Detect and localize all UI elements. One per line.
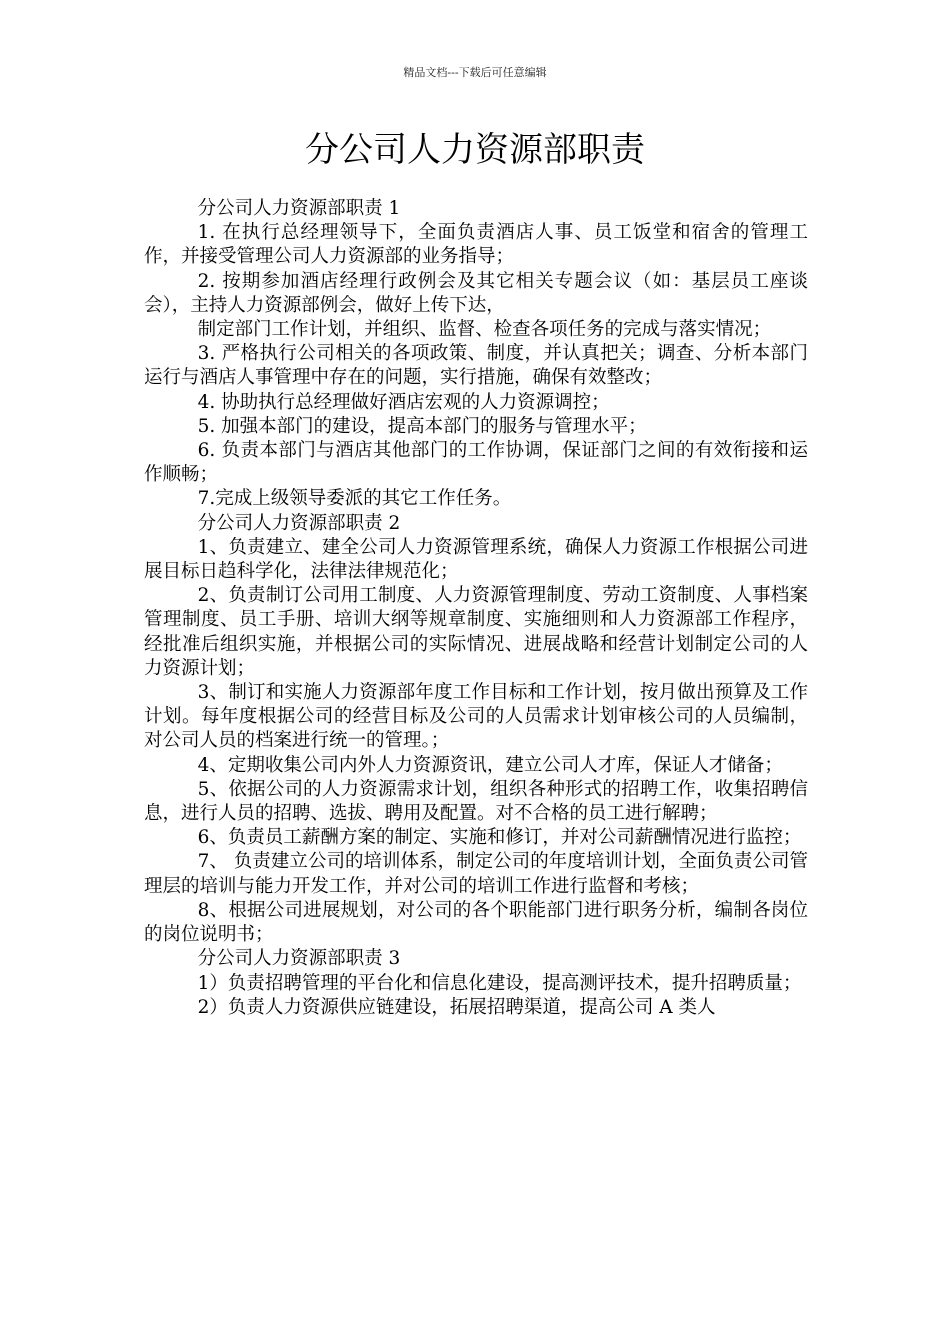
paragraph: 2）负责人力资源供应链建设，拓展招聘渠道，提高公司 A 类人 [197,996,716,1018]
paragraph: 8、根据公司进展规划，对公司的各个职能部门进行职务分析，编制各岗位的岗位说明书； [144,899,808,946]
section-heading-3: 分公司人力资源部职责 3 [197,948,401,970]
section-heading-2: 分公司人力资源部职责 2 [197,512,401,534]
paragraph: 1、负责建立、建全公司人力资源管理系统，确保人力资源工作根据公司进展目标日趋科学化，法律法律规范化； [144,536,808,583]
paragraph: 5. 加强本部门的建设，提高本部门的服务与管理水平； [197,415,647,437]
paragraph: 2. 按期参加酒店经理行政例会及其它相关专题会议（如：基层员工座谈会），主持人力资源部例会，做好上传下达， [144,270,808,316]
paragraph: 4. 协助执行总经理做好酒店宏观的人力资源调控； [197,391,610,413]
paragraph: 7.完成上级领导委派的其它工作任务。 [197,488,512,510]
paragraph: 制定部门工作计划，并组织、监督、检查各项任务的完成与落实情况； [197,319,772,341]
paragraph: 5、依据公司的人力资源需求计划，组织各种形式的招聘工作，收集招聘信息，进行人员的招聘、选拔、聘用及配置。对不合格的员工进行解聘； [144,778,808,825]
document-title: 分公司人力资源部职责 [305,130,645,170]
paragraph: 3、制订和实施人力资源部年度工作目标和工作计划，按月做出预算及工作计划。每年度根据公司的经营目标及公司的人员需求计划审核公司的人员编制，对公司人员的档案进行统一的管理。； [144,682,808,752]
paragraph: 1. 在执行总经理领导下，全面负责酒店人事、员工饭堂和宿舍的管理工作，并接受管理公司人力资源部的业务指导； [144,222,808,268]
page-header: 精品文档---下载后可任意编辑 [403,66,547,79]
paragraph: 3. 严格执行公司相关的各项政策、制度，并认真把关；调查、分析本部门运行与酒店人事管理中存在的问题，实行措施，确保有效整改； [144,343,808,389]
section-heading-1: 分公司人力资源部职责 1 [197,198,401,219]
paragraph: 2、负责制订公司用工制度、人力资源管理制度、劳动工资制度、人事档案管理制度、员工手册、培训大纲等规章制度、实施细则和人力资源部工作程序，经批准后组织实施，并根据公司的实际情况、进展战略和经营计划制定公司的人力资源计划； [144,585,808,679]
paragraph: 4、定期收集公司内外人力资源资讯，建立公司人才库，保证人才储备； [197,754,783,776]
paragraph: 6. 负责本部门与酒店其他部门的工作协调，保证部门之间的有效衔接和运作顺畅； [144,440,808,486]
paragraph: 1）负责招聘管理的平台化和信息化建设，提高测评技术，提升招聘质量； [197,972,802,994]
document-body [144,197,808,1020]
paragraph: 7、 负责建立公司的培训体系，制定公司的年度培训计划，全面负责公司管理层的培训与能力开发工作，并对公司的培训工作进行监督和考核； [144,851,808,897]
paragraph: 6、负责员工薪酬方案的制定、实施和修订，并对公司薪酬情况进行监控； [197,827,802,849]
